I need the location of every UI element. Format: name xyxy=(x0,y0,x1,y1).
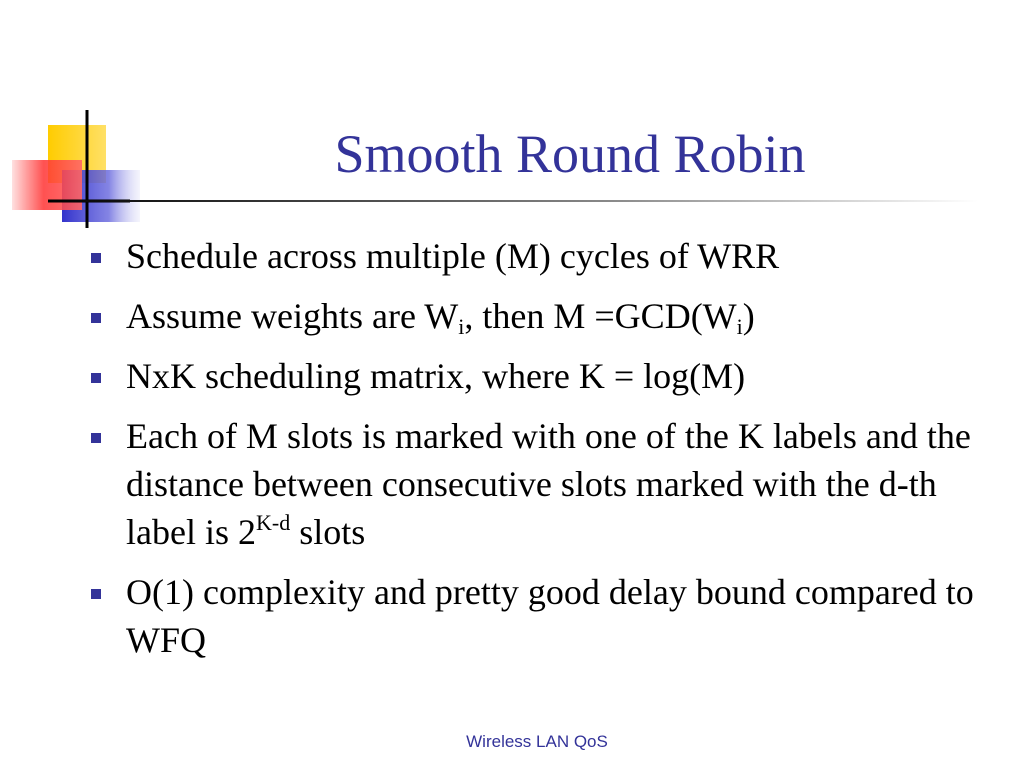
bullet-text: Schedule across multiple (M) cycles of WRR xyxy=(126,236,780,276)
bullet-text: NxK scheduling matrix, where K = log(M) xyxy=(126,356,746,396)
bullet-item xyxy=(88,568,988,664)
square-bullet-icon xyxy=(91,313,101,323)
slide-title: Smooth Round Robin xyxy=(334,124,806,184)
corner-squares-logo-icon xyxy=(0,0,160,240)
bullet-item xyxy=(88,292,988,340)
square-bullet-icon xyxy=(91,373,101,383)
superscript: K-d xyxy=(255,510,291,535)
bullet-text-part: , then M =GCD(W xyxy=(464,296,737,336)
bullet-list xyxy=(88,232,988,676)
subscript: i xyxy=(458,314,465,339)
slide-footer: Wireless LAN QoS xyxy=(466,732,608,751)
bullet-text: O(1) complexity and pretty good delay bound compared to WFQ xyxy=(126,572,974,660)
bullet-text-part: ) xyxy=(742,296,755,336)
square-bullet-icon xyxy=(91,433,101,443)
bullet-text-part: Assume weights are W xyxy=(126,296,459,336)
square-bullet-icon xyxy=(91,589,101,599)
square-bullet-icon xyxy=(91,253,101,263)
bullet-item xyxy=(88,352,988,400)
subscript: i xyxy=(736,314,743,339)
bullet-item xyxy=(88,232,988,280)
bullet-item xyxy=(88,412,988,556)
title-divider xyxy=(48,200,978,202)
bullet-text-part: slots xyxy=(290,512,366,552)
bullet-text-part: Each of M slots is marked with one of the K labels and the distance between consecutive slots marked with the d-th label is 2 xyxy=(126,416,971,552)
